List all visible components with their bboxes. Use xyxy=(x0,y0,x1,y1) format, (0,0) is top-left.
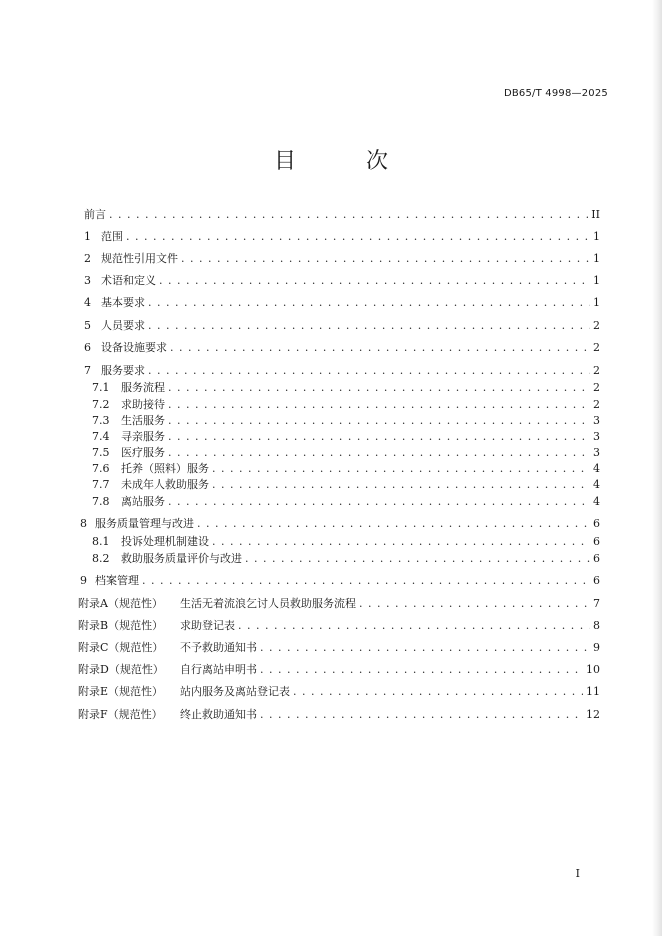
toc-entry-number: 附录E（规范性） xyxy=(78,685,164,698)
toc-leader-dots xyxy=(109,208,588,222)
toc-entry-label: 离站服务 xyxy=(121,495,165,508)
toc-leader-dots xyxy=(168,398,590,412)
toc-leader-dots xyxy=(170,341,590,355)
toc-entry-page: 1 xyxy=(593,274,600,287)
toc-entry-label: 基本要求 xyxy=(101,296,145,309)
toc-entry-page: 11 xyxy=(586,685,600,698)
toc-entry-number: 7.1 xyxy=(92,381,110,394)
toc-leader-dots xyxy=(148,319,590,333)
toc-leader-dots xyxy=(245,552,590,566)
toc-entry-page: 4 xyxy=(593,495,600,508)
toc-leader-dots xyxy=(359,597,590,611)
toc-leader-dots xyxy=(212,535,590,549)
toc-entry-number: 2 xyxy=(84,252,91,265)
toc-row[interactable] xyxy=(78,617,600,633)
toc-row[interactable] xyxy=(92,444,600,460)
toc-leader-dots xyxy=(293,685,583,699)
toc-entry-page: 3 xyxy=(593,430,600,443)
toc-entry-label: 术语和定义 xyxy=(101,274,156,287)
toc-entry-label: 站内服务及离站登记表 xyxy=(180,685,290,698)
toc-entry-page: 6 xyxy=(593,535,600,548)
toc-entry-number: 3 xyxy=(84,274,91,287)
toc-row[interactable] xyxy=(92,533,600,549)
toc-entry-number: 附录B（规范性） xyxy=(78,619,164,632)
toc-entry-label: 生活无着流浪乞讨人员救助服务流程 xyxy=(180,597,356,610)
toc-leader-dots xyxy=(212,478,590,492)
toc-leader-dots xyxy=(260,641,590,655)
toc-entry-page: 2 xyxy=(593,398,600,411)
toc-row[interactable] xyxy=(84,294,600,310)
toc-leader-dots xyxy=(148,296,590,310)
toc-entry-label: 人员要求 xyxy=(101,319,145,332)
toc-entry-number: 附录A（规范性） xyxy=(78,597,163,610)
toc-entry-label: 未成年人救助服务 xyxy=(121,478,209,491)
toc-entry-number: 6 xyxy=(84,341,91,354)
toc-entry-label: 档案管理 xyxy=(95,574,139,587)
toc-entry-page: II xyxy=(591,208,600,221)
page-number: I xyxy=(575,867,580,880)
toc-entry-number: 7.7 xyxy=(92,478,110,491)
toc-row[interactable] xyxy=(78,683,600,699)
toc-entry-page: 1 xyxy=(593,252,600,265)
toc-entry-page: 1 xyxy=(593,296,600,309)
toc-entry-label: 服务流程 xyxy=(121,381,165,394)
toc-entry-label: 医疗服务 xyxy=(121,446,165,459)
toc-row[interactable] xyxy=(84,362,600,378)
toc-entry-number: 8 xyxy=(80,517,87,530)
toc-entry-label: 投诉处理机制建设 xyxy=(121,535,209,548)
toc-leader-dots xyxy=(212,462,590,476)
toc-row[interactable] xyxy=(92,396,600,412)
toc-entry-page: 2 xyxy=(593,319,600,332)
toc-entry-page: 2 xyxy=(593,381,600,394)
toc-entry-page: 3 xyxy=(593,446,600,459)
toc-entry-number: 5 xyxy=(84,319,91,332)
toc-row[interactable] xyxy=(92,412,600,428)
toc-entry-number: 7.8 xyxy=(92,495,110,508)
toc-entry-number: 7.2 xyxy=(92,398,110,411)
toc-entry-number: 7 xyxy=(84,364,91,377)
toc-entry-page: 7 xyxy=(593,597,600,610)
toc-entry-page: 6 xyxy=(593,552,600,565)
toc-row[interactable] xyxy=(92,460,600,476)
toc-entry-label: 服务要求 xyxy=(101,364,145,377)
toc-entry-page: 8 xyxy=(593,619,600,632)
toc-entry-number: 1 xyxy=(84,230,91,243)
toc-leader-dots xyxy=(181,252,590,266)
toc-entry-number: 8.1 xyxy=(92,535,110,548)
toc-entry-label: 生活服务 xyxy=(121,414,165,427)
toc-entry-page: 1 xyxy=(593,230,600,243)
toc-entry-number: 附录D（规范性） xyxy=(78,663,164,676)
toc-row[interactable] xyxy=(92,550,600,566)
toc-row[interactable] xyxy=(84,317,600,333)
toc-row[interactable] xyxy=(84,339,600,355)
toc-entry-label: 求助接待 xyxy=(121,398,165,411)
toc-row[interactable] xyxy=(92,476,600,492)
toc-row[interactable] xyxy=(84,206,600,222)
scan-edge-shadow xyxy=(652,0,662,936)
toc-entry-number: 7.4 xyxy=(92,430,110,443)
toc-leader-dots xyxy=(168,495,590,509)
page-title: 目 次 xyxy=(273,149,412,174)
toc-entry-label: 救助服务质量评价与改进 xyxy=(121,552,242,565)
toc-row[interactable] xyxy=(92,493,600,509)
toc-leader-dots xyxy=(126,230,590,244)
toc-leader-dots xyxy=(168,446,590,460)
toc-row[interactable] xyxy=(92,428,600,444)
toc-entry-number: 7.3 xyxy=(92,414,110,427)
toc-row[interactable] xyxy=(78,595,600,611)
toc-row[interactable] xyxy=(78,639,600,655)
toc-entry-number: 7.6 xyxy=(92,462,110,475)
toc-entry-number: 附录C（规范性） xyxy=(78,641,164,654)
document-code: DB65/T 4998—2025 xyxy=(503,88,608,99)
toc-entry-page: 12 xyxy=(586,708,600,721)
toc-entry-number: 4 xyxy=(84,296,91,309)
toc-entry-page: 2 xyxy=(593,341,600,354)
toc-entry-page: 2 xyxy=(593,364,600,377)
toc-leader-dots xyxy=(148,364,590,378)
toc-row[interactable] xyxy=(80,515,600,531)
toc-entry-number: 9 xyxy=(80,574,87,587)
toc-row[interactable] xyxy=(84,272,600,288)
toc-entry-label: 寻亲服务 xyxy=(121,430,165,443)
toc-entry-label: 自行离站申明书 xyxy=(180,663,257,676)
toc-entry-number: 附录F（规范性） xyxy=(78,708,163,721)
toc-entry-label: 范围 xyxy=(101,230,123,243)
toc-leader-dots xyxy=(159,274,590,288)
toc-leader-dots xyxy=(197,517,590,531)
toc-entry-label: 托养（照料）服务 xyxy=(121,462,209,475)
toc-leader-dots xyxy=(168,381,590,395)
toc-row[interactable] xyxy=(78,661,600,677)
toc-entry-page: 9 xyxy=(593,641,600,654)
toc-entry-label: 规范性引用文件 xyxy=(101,252,178,265)
toc-entry-label: 服务质量管理与改进 xyxy=(95,517,194,530)
toc-leader-dots xyxy=(168,430,590,444)
toc-row[interactable] xyxy=(84,250,600,266)
toc-leader-dots xyxy=(142,574,590,588)
toc-entry-page: 3 xyxy=(593,414,600,427)
toc-row[interactable] xyxy=(84,228,600,244)
toc-entry-page: 4 xyxy=(593,478,600,491)
toc-entry-page: 10 xyxy=(586,663,600,676)
toc-entry-label: 求助登记表 xyxy=(180,619,235,632)
toc-entry-number: 7.5 xyxy=(92,446,110,459)
toc-row[interactable] xyxy=(80,572,600,588)
toc-row[interactable] xyxy=(92,379,600,395)
toc-leader-dots xyxy=(238,619,590,633)
toc-entry-page: 6 xyxy=(593,574,600,587)
toc-leader-dots xyxy=(260,708,583,722)
toc-entry-label: 终止救助通知书 xyxy=(180,708,257,721)
toc-entry-label: 设备设施要求 xyxy=(101,341,167,354)
toc-entry-label: 不予救助通知书 xyxy=(180,641,257,654)
toc-leader-dots xyxy=(260,663,583,677)
toc-entry-page: 4 xyxy=(593,462,600,475)
toc-entry-number: 8.2 xyxy=(92,552,110,565)
toc-leader-dots xyxy=(168,414,590,428)
toc-row[interactable] xyxy=(78,706,600,722)
toc-entry-label: 前言 xyxy=(84,208,106,221)
toc-entry-page: 6 xyxy=(593,517,600,530)
